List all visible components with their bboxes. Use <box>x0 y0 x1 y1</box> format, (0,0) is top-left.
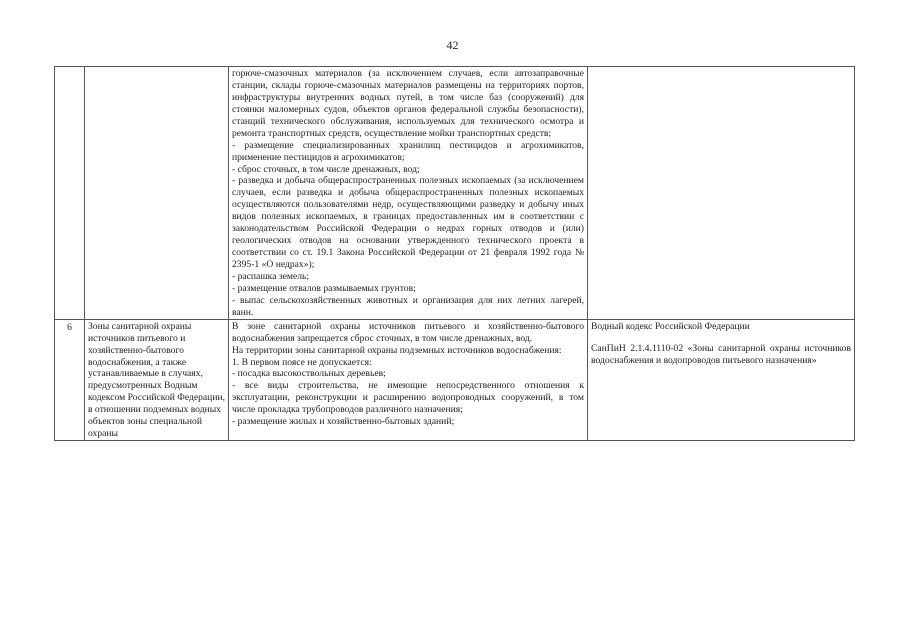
restriction-item: 1. В первом поясе не допускается: <box>232 356 372 368</box>
restriction-item: - сброс сточных, в том числе дренажных, вод; <box>232 163 420 175</box>
restriction-item: - размещение специализированных хранилищ пестицидов и агрохимикатов, применение пестицидов и агрохимикатов; <box>232 139 584 163</box>
table-row-6 <box>55 319 855 440</box>
restrictions-cell <box>229 67 588 320</box>
restrictions-cell <box>229 319 588 440</box>
requirements-table <box>54 66 855 441</box>
zone-name-cell: Зоны санитарной охраны источников питьевого и хозяйственно-бытового водоснабжения, а также устанавливаемые в случаях, предусмотренных Водным кодексом Российской Федерации, в отношении подземных водных объектов зоны специальной охраны <box>85 319 229 440</box>
restriction-item: На территории зоны санитарной охраны подземных источников водоснабжения: <box>232 344 562 356</box>
table-row-continued <box>55 67 855 320</box>
legal-reference-cell <box>588 67 855 320</box>
restriction-item: - выпас сельскохозяйственных животных и организация для них летних лагерей, ванн. <box>232 294 584 318</box>
restriction-item: - размещение отвалов размываемых грунтов; <box>232 282 416 294</box>
restriction-item: - размещение жилых и хозяйственно-бытовых зданий; <box>232 416 455 428</box>
page-number: 42 <box>446 38 459 52</box>
reference-spacer <box>591 333 851 343</box>
restriction-item: - распашка земель; <box>232 270 310 282</box>
restriction-item: горюче-смазочных материалов (за исключением случаев, если автозаправочные станции, склады горюче-смазочных материалов размещены на территориях портов, инфраструктуры внутренних водных путей, в том числе баз (сооружений) для стоянки маломерных судов, объектов органов федеральной службы безопасности), станций технического обслуживания, используемых для технического осмотра и ремонта транспортных средств, осуществление мойки транспортных средств; <box>232 68 584 139</box>
zone-name-cell <box>85 67 229 320</box>
row-number-cell: 6 <box>55 319 85 440</box>
restriction-item: - все виды строительства, не имеющие непосредственного отношения к эксплуатации, реконструкции и расширению водопроводных сооружений, в том числе прокладка трубопроводов различного назначения; <box>232 380 584 416</box>
restriction-item: - посадка высокоствольных деревьев; <box>232 368 386 380</box>
restriction-item: - разведка и добыча общераспространенных полезных ископаемых (за исключением случаев, если разведка и добыча общераспространенных полезных ископаемых осуществляются пользователями недр, осуществляющими разведку и добычу иных видов полезных ископаемых, в границах предоставленных им в соответствии с законодательством Российской Федерации о недрах горных отводов и (или) геологических отводов на основании утвержденного технического проекта в соответствии со ст. 19.1 Закона Российской Федерации от 21 февраля 1992 года № 2395-1 «О недрах»); <box>232 175 584 270</box>
legal-reference-cell <box>588 319 855 440</box>
restriction-item: В зоне санитарной охраны источников питьевого и хозяйственно-бытового водоснабжения запрещается сброс сточных, в том числе дренажных, вод. <box>232 320 584 344</box>
row-number-cell <box>55 67 85 320</box>
legal-reference: СанПиН 2.1.4.1110-02 «Зоны санитарной охраны источников водоснабжения и водопроводов питьевого назначения» <box>591 342 851 366</box>
legal-reference: Водный кодекс Российской Федерации <box>591 320 750 332</box>
